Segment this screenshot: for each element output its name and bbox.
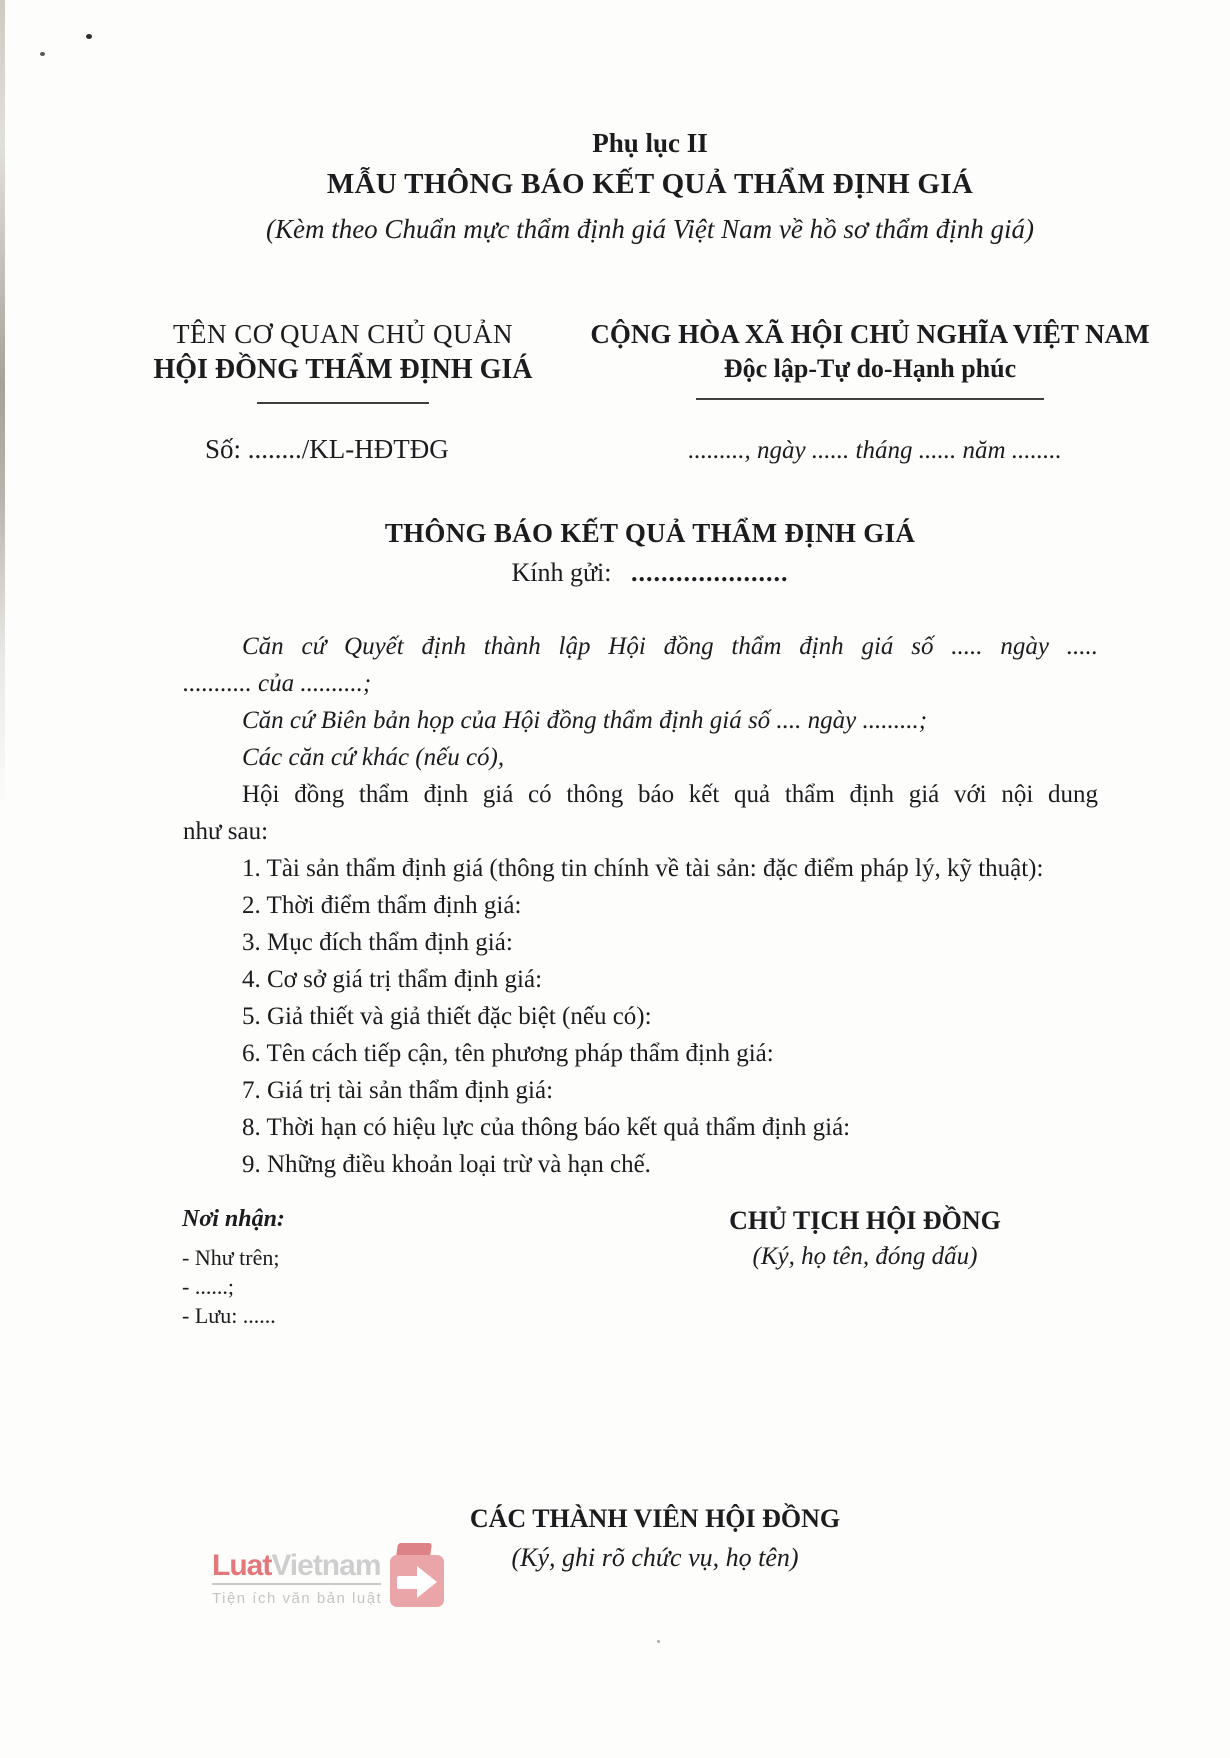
recipient-item: - Như trên; bbox=[182, 1245, 280, 1270]
salutation-label: Kính gửi: bbox=[511, 558, 612, 587]
document-title: THÔNG BÁO KẾT QUẢ THẨM ĐỊNH GIÁ bbox=[384, 518, 916, 548]
recipients-block bbox=[182, 1206, 285, 1330]
letterhead-national-block bbox=[560, 316, 1180, 400]
watermark-brand-gray: Vietnam bbox=[271, 1549, 381, 1582]
body-list-item: 5. Giả thiết và giả thiết đặc biệt (nếu có): bbox=[242, 1003, 652, 1030]
chair-signature-block bbox=[640, 1206, 1090, 1271]
scan-speck bbox=[86, 34, 92, 39]
body-list-item: 9. Những điều khoản loại trừ và hạn chế. bbox=[242, 1151, 651, 1178]
body-list-item: 4. Cơ sở giá trị thẩm định giá: bbox=[242, 966, 543, 993]
scan-speck bbox=[40, 52, 45, 56]
body-line: Căn cứ Quyết định thành lập Hội đồng thẩm định giá số ..... ngày ..... bbox=[242, 633, 1098, 660]
watermark-arrow-bar bbox=[397, 1576, 419, 1589]
watermark-arrow-head bbox=[417, 1566, 437, 1598]
agency-underline bbox=[257, 402, 429, 404]
motto-underline bbox=[696, 398, 1044, 400]
scan-edge-artifact bbox=[0, 0, 5, 800]
body-line: Hội đồng thẩm định giá có thông báo kết quả thẩm định giá với nội dung bbox=[242, 781, 1098, 808]
recipient-item: - ......; bbox=[182, 1274, 234, 1299]
document-body bbox=[183, 628, 1098, 1183]
body-list-item: 7. Giá trị tài sản thẩm định giá: bbox=[242, 1077, 554, 1104]
recipients-label: Nơi nhận: bbox=[182, 1206, 285, 1232]
body-line: ........... của ..........; bbox=[183, 670, 372, 697]
members-sign-note: (Ký, ghi rõ chức vụ, họ tên) bbox=[511, 1543, 799, 1572]
national-motto-line2: Độc lập-Tự do-Hạnh phúc bbox=[723, 354, 1017, 383]
watermark-tagline: Tiện ích văn bản luật bbox=[212, 1590, 383, 1607]
body-list-item: 1. Tài sản thẩm định giá (thông tin chính về tài sản: đặc điểm pháp lý, kỹ thuật): bbox=[242, 855, 1044, 882]
chair-sign-note: (Ký, họ tên, đóng dấu) bbox=[752, 1243, 978, 1270]
body-list-item: 2. Thời điểm thẩm định giá: bbox=[242, 892, 522, 919]
arrow-right-icon bbox=[390, 1543, 444, 1607]
body-list-item: 6. Tên cách tiếp cận, tên phương pháp thẩm định giá: bbox=[242, 1040, 774, 1067]
body-line: như sau: bbox=[183, 818, 269, 845]
watermark-wordmark bbox=[212, 1550, 381, 1585]
form-title: MẪU THÔNG BÁO KẾT QUẢ THẨM ĐỊNH GIÁ bbox=[326, 168, 974, 200]
national-motto-line1: CỘNG HÒA XÃ HỘI CHỦ NGHĨA VIỆT NAM bbox=[590, 319, 1150, 349]
agency-name: HỘI ĐỒNG THẨM ĐỊNH GIÁ bbox=[153, 354, 533, 385]
letterhead-agency-block bbox=[143, 316, 543, 404]
body-list-item: 3. Mục đích thẩm định giá: bbox=[242, 929, 513, 956]
recipient-item: - Lưu: ...... bbox=[182, 1303, 276, 1328]
body-list-item: 8. Thời hạn có hiệu lực của thông báo kết quả thẩm định giá: bbox=[242, 1114, 851, 1141]
appendix-label: Phụ lục II bbox=[592, 128, 708, 158]
salutation-dotted-blank: ..................... bbox=[631, 558, 789, 587]
place-date-line: ........., ngày ...... tháng ...... năm ........ bbox=[688, 437, 1062, 464]
agency-parent-name: TÊN CƠ QUAN CHỦ QUẢN bbox=[173, 319, 513, 349]
watermark-brand-red: Luat bbox=[212, 1549, 272, 1582]
document-number: Số: ......../KL-HĐTĐG bbox=[205, 434, 449, 464]
chair-title: CHỦ TỊCH HỘI ĐỒNG bbox=[729, 1206, 1001, 1235]
members-title: CÁC THÀNH VIÊN HỘI ĐỒNG bbox=[469, 1504, 841, 1533]
body-line: Căn cứ Biên bản họp của Hội đồng thẩm định giá số .... ngày .........; bbox=[242, 707, 928, 734]
scan-speck bbox=[657, 1640, 660, 1643]
body-line: Các căn cứ khác (nếu có), bbox=[242, 744, 505, 771]
form-subtitle: (Kèm theo Chuẩn mực thẩm định giá Việt Nam về hồ sơ thẩm định giá) bbox=[265, 214, 1035, 244]
luatvietnam-watermark bbox=[212, 1550, 472, 1620]
salutation-line bbox=[70, 558, 1230, 588]
